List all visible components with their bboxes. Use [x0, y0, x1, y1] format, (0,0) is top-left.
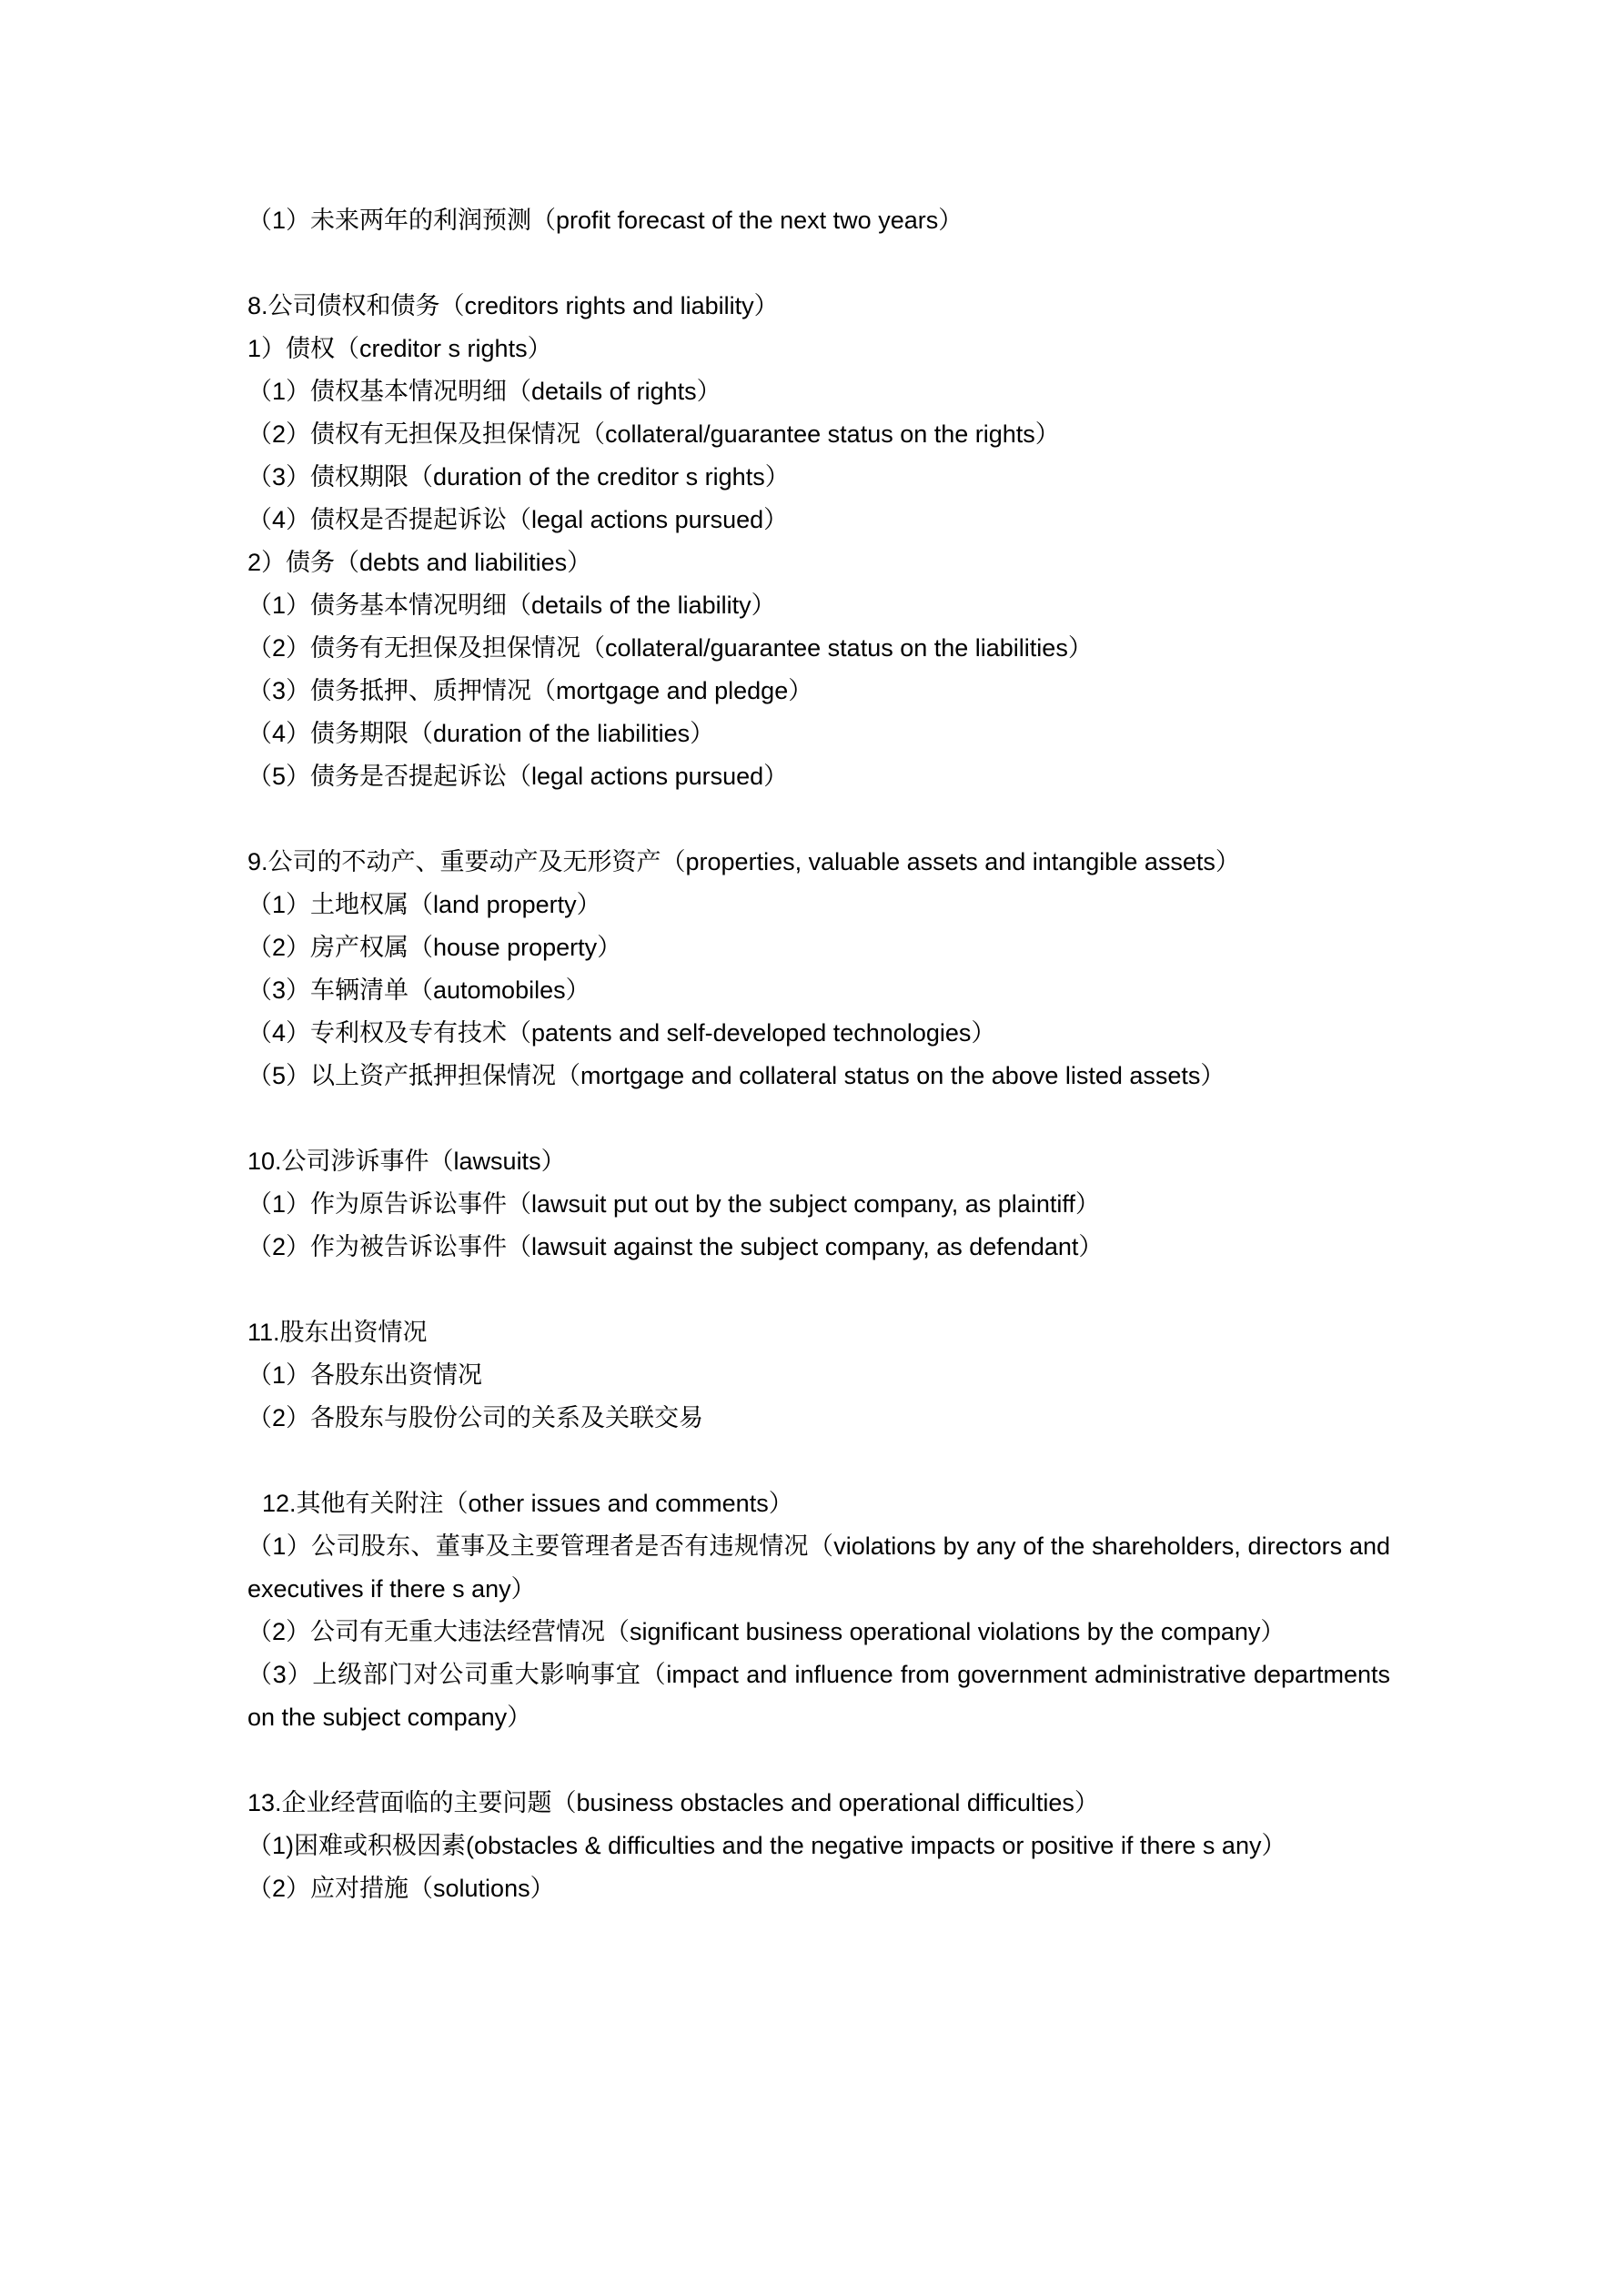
blank-line [247, 1097, 1390, 1140]
list-item: （2）债权有无担保及担保情况（collateral/guarantee status on the rights） [247, 420, 1060, 448]
document-body [247, 199, 1390, 1910]
list-item: （4）专利权及专有技术（patents and self-developed technologies） [247, 1019, 996, 1047]
list-item: （1）债权基本情况明细（details of rights） [247, 378, 721, 405]
list-item: （2）债务有无担保及担保情况（collateral/guarantee status on the liabilities） [247, 634, 1093, 662]
list-item: （1）债务基本情况明细（details of the liability） [247, 592, 776, 619]
list-item: （3）债务抵押、质押情况（mortgage and pledge） [247, 677, 813, 704]
list-item: （1）公司股东、董事及主要管理者是否有违规情况（violations by any of the shareholders, directors and executives if there s any） [247, 1532, 1390, 1603]
list-item: （2）应对措施（solutions） [247, 1875, 555, 1902]
list-item: （2）公司有无重大违法经营情况（significant business operational violations by the company） [247, 1618, 1286, 1645]
section-heading: 8.公司债权和债务（creditors rights and liability） [247, 292, 779, 319]
list-item: （3）上级部门对公司重大影响事宜（impact and influence from government administrative departments on the subject company） [247, 1661, 1390, 1731]
list-item: （1)困难或积极因素(obstacles & difficulties and the negative impacts or positive if there s any） [247, 1832, 1286, 1859]
list-item: （1）作为原告诉讼事件（lawsuit put out by the subject company, as plaintiff） [247, 1190, 1100, 1218]
subsection-heading: 1）债权（creditor s rights） [247, 335, 552, 362]
list-item: （4）债务期限（duration of the liabilities） [247, 720, 715, 747]
list-item: （5）债务是否提起诉讼（legal actions pursued） [247, 763, 789, 790]
list-item: （3）车辆清单（automobiles） [247, 976, 590, 1004]
list-item: （1）未来两年的利润预测（profit forecast of the next two years） [247, 207, 963, 234]
section-heading: 9.公司的不动产、重要动产及无形资产（properties, valuable assets and intangible assets） [247, 848, 1240, 875]
list-item: （3）债权期限（duration of the creditor s rights） [247, 463, 790, 491]
section-heading: 12.其他有关附注（other issues and comments） [262, 1490, 793, 1517]
blank-line [247, 1739, 1390, 1782]
list-item: （4）债权是否提起诉讼（legal actions pursued） [247, 506, 789, 533]
section-heading: 13.企业经营面临的主要问题（business obstacles and operational difficulties） [247, 1789, 1099, 1816]
list-item: （2）房产权属（house property） [247, 934, 622, 961]
blank-line [247, 1269, 1390, 1311]
list-item: （2）作为被告诉讼事件（lawsuit against the subject company, as defendant） [247, 1233, 1104, 1260]
blank-line [247, 242, 1390, 285]
list-item: （5）以上资产抵押担保情况（mortgage and collateral status on the above listed assets） [247, 1062, 1226, 1089]
list-item: （1）土地权属（land property） [247, 891, 601, 918]
section-heading: 10.公司涉诉事件（lawsuits） [247, 1148, 566, 1175]
section-heading: 11.股东出资情况 [247, 1319, 428, 1346]
list-item: （2）各股东与股份公司的关系及关联交易 [247, 1404, 704, 1431]
list-item: （1）各股东出资情况 [247, 1361, 483, 1389]
subsection-heading: 2）债务（debts and liabilities） [247, 549, 592, 576]
blank-line [247, 1440, 1390, 1482]
blank-line [247, 798, 1390, 841]
